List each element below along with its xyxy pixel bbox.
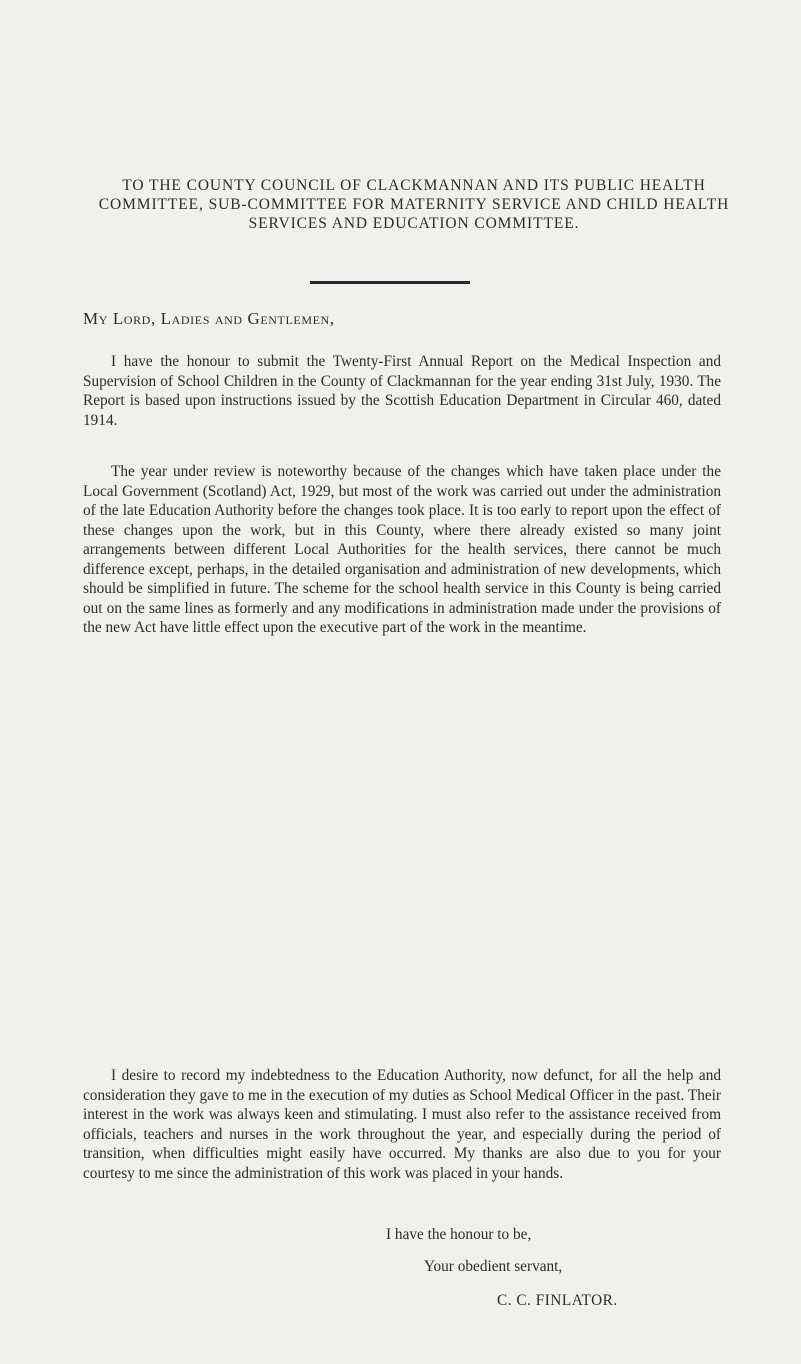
heading-divider [310, 281, 470, 284]
signature: C. C. FINLATOR. [497, 1292, 618, 1309]
valediction: Your obedient servant, [424, 1258, 563, 1275]
closing-line: I have the honour to be, [386, 1226, 532, 1243]
paragraph-acknowledgements: I desire to record my indebtedness to the Education Authority, now defunct, for all the help and consideration they gave to me in the execution of my duties as School Medical Officer in the past. Their interest in the work was always keen and stimulating. I must also refer to the assistance received from officials, teachers and nurses in the work throughout the year, and especially during the period of transition, when difficulties might easily have occurred. My thanks are also due to you for your courtesy to me since the administration of this work was placed in your hands. [83, 1067, 721, 1182]
paragraph-year-review: The year under review is noteworthy because of the changes which have taken place under the Local Government (Scotland) Act, 1929, but most of the work was carried out under the administration of the late Education Authority before the changes took place. It is too early to report upon the effect of these changes upon the work, but in this County, where there already existed so many joint arrangements between different Local Authorities for the health services, there cannot be much difference except, perhaps, in the detailed organisation and administration of new developments, which should be simplified in future. The scheme for the school health service in this County is being carried out on the same lines as formerly and any modifications in administration made under the provisions of the new Act have little effect upon the executive part of the work in the meantime. [83, 463, 721, 636]
address-heading: TO THE COUNTY COUNCIL OF CLACKMANNAN AND ITS PUBLIC HEALTH COMMITTEE, SUB-COMMITTEE FOR MATERNITY SERVICE AND CHILD HEALTH SERVICES AND EDUCATION COMMITTEE. [98, 177, 730, 232]
paragraph-report-submission: I have the honour to submit the Twenty-First Annual Report on the Medical Inspection and Supervision of School Children in the County of Clackmannan for the year ending 31st July, 1930. The Report is based upon instructions issued by the Scottish Education Department in Circular 460, dated 1914. [83, 353, 721, 429]
salutation: My Lord, Ladies and Gentlemen, [83, 309, 335, 328]
